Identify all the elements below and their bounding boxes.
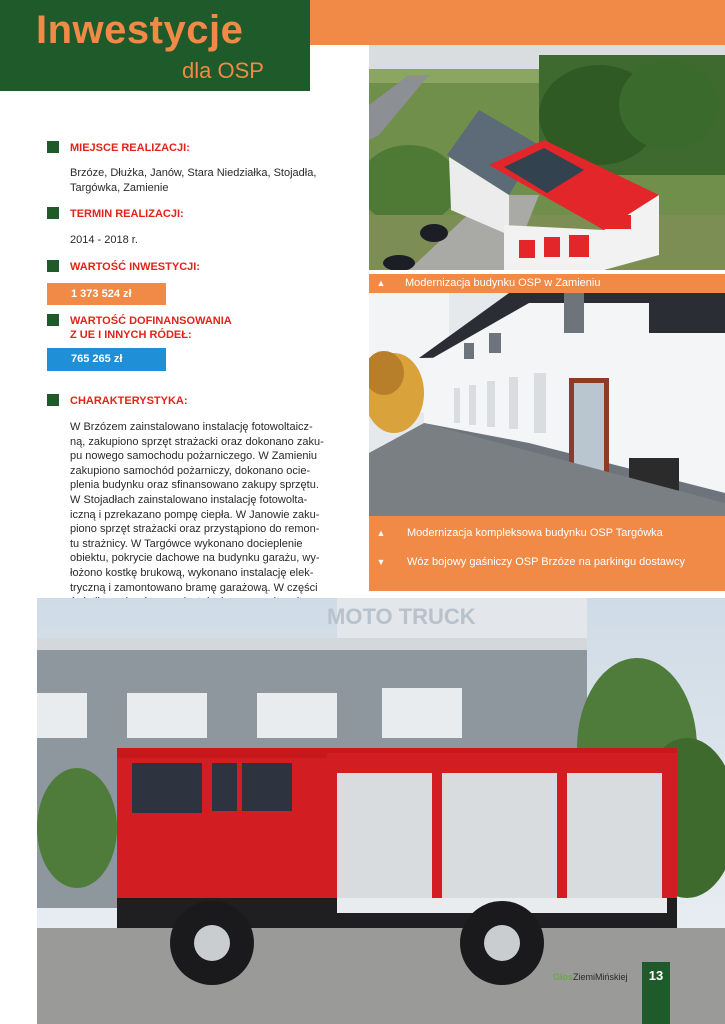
bullet-square — [47, 314, 59, 326]
photo-osp-zamienie — [369, 45, 725, 270]
cofunding-label-line: WARTOŚĆ DOFINANSOWANIA — [70, 315, 232, 327]
characteristics-line: zakupiono samochód pożarniczy, dokonano ocie- — [70, 464, 311, 477]
caption-photo1-text: Modernizacja budynku OSP w Zamieniu — [405, 277, 601, 289]
photo-fire-truck — [37, 598, 725, 1024]
page-subtitle: dla OSP — [182, 58, 264, 83]
term-label: TERMIN REALIZACJI: — [70, 208, 184, 220]
value-label: WARTOŚĆ INWESTYCJI: — [70, 261, 200, 273]
characteristics-line: ną, zakupiono sprzęt strażacki oraz dokonano zaku- — [70, 435, 324, 448]
characteristics-label: CHARAKTERYSTYKA: — [70, 395, 188, 407]
characteristics-line: W Stojadłach zainstalowano instalację fotowolta- — [70, 493, 308, 506]
page-number: 13 — [648, 968, 664, 983]
triangle-down-icon: ▼ — [376, 557, 386, 567]
location-label: MIEJSCE REALIZACJI: — [70, 142, 190, 154]
caption-photo3-text: Wóz bojowy gaśniczy OSP Brzóze na parkingu dostawcy — [407, 556, 685, 568]
triangle-up-icon: ▲ — [376, 528, 386, 538]
page-title: Inwestycje — [36, 8, 244, 52]
caption-photo1 — [369, 274, 725, 293]
bullet-square — [47, 141, 59, 153]
characteristics-line: tryczną i zamontowano bramę garażową. W części — [70, 581, 318, 594]
caption-photo2-3 — [369, 516, 725, 591]
bullet-square — [47, 207, 59, 219]
characteristics-line: iczną i pzrekazano pompę ciepła. W Janowie zaku- — [70, 508, 320, 521]
building-sign-text: MOTO TRUCK — [327, 604, 476, 629]
characteristics-line: pu nowego samochodu pożarniczego. W Zamieniu — [70, 450, 318, 463]
cofunding-amount-box: 765 265 zł — [47, 348, 166, 371]
characteristics-line: obiektu, pokrycie dachowe na budynku garażu, wy- — [70, 552, 320, 565]
footer-brand-part: Ziemi — [573, 972, 596, 982]
location-line: Targówka, Zamienie — [70, 181, 169, 194]
caption-photo2-text: Modernizacja kompleksowa budynku OSP Targówka — [407, 527, 663, 539]
triangle-up-icon: ▲ — [376, 278, 386, 288]
term-value: 2014 - 2018 r. — [70, 234, 138, 246]
characteristics-line: piono sprzęt strażacki oraz przystąpiono do remon- — [70, 523, 320, 536]
footer-brand — [553, 972, 628, 982]
footer-brand-part: Mińskiej — [595, 972, 628, 982]
location-line: Brzóze, Dłużka, Janów, Stara Niedziałka, Stojadła, — [70, 167, 317, 179]
bullet-square — [47, 260, 59, 272]
bullet-square — [47, 394, 59, 406]
photo-osp-targowka — [369, 293, 725, 516]
value-amount-box: 1 373 524 zł — [47, 283, 166, 305]
characteristics-line: łożono kostkę brukową, wykonano instalację elek- — [70, 566, 314, 579]
cofunding-label — [70, 314, 232, 342]
footer-brand-part: Głos — [553, 972, 574, 982]
cofunding-label-line: Z UE I INNYCH RÓDEŁ: — [70, 329, 192, 341]
location-text — [70, 166, 316, 195]
characteristics-line: plenia budynku oraz sfinansowano zakupy sprzętu. — [70, 479, 319, 492]
characteristics-line: W Brzózem zainstalowano instalację fotowoltaicz- — [70, 421, 313, 433]
characteristics-line: tu strażnicy. W Targówce wykonano docieplenie — [70, 537, 303, 550]
header-orange-strip — [310, 0, 725, 45]
